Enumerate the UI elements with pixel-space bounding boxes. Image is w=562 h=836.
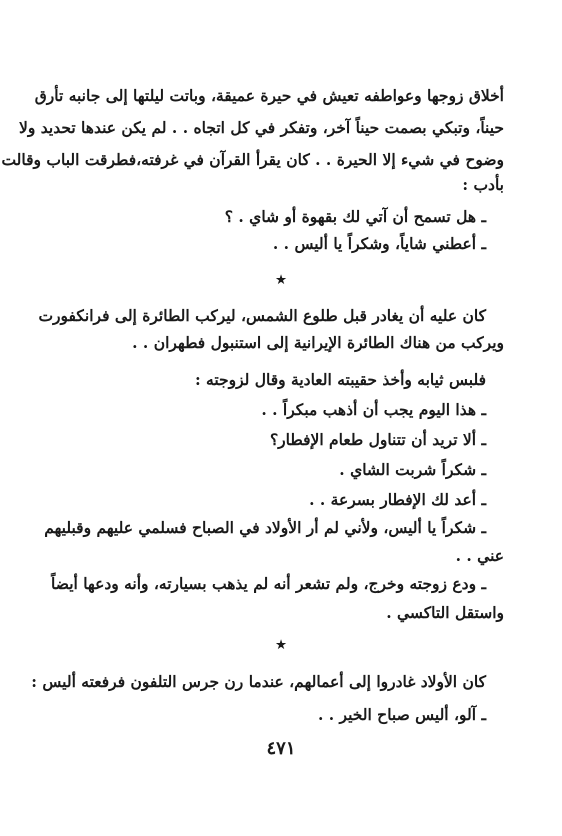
dialogue-1-line-2: ـ أعطني شاياً، وشكراً يا أليس . .: [272, 234, 486, 253]
paragraph-5-line-1: ـ ودع زوجته وخرج، ولم تشعر أنه لم يذهب بسيارته، وأنه ودعها أيضاً: [51, 574, 486, 593]
paragraph-5-line-2: واستقل التاكسي .: [386, 603, 504, 622]
dialogue-2-line-4: ـ أعد لك الإفطار بسرعة . .: [309, 490, 486, 509]
paragraph-3: فلبس ثيابه وأخذ حقيبته العادية وقال لزوجته :: [194, 370, 486, 389]
paragraph-4-line-1: ـ شكراً يا أليس، ولأني لم أر الأولاد في الصباح فسلمي عليهم وقبليهم: [44, 518, 486, 537]
paragraph-1-line-2: حيناً، وتبكي بصمت حيناً آخر، وتفكر في كل اتجاه . . لم يكن عندها تحديد ولا: [19, 118, 504, 137]
dialogue-2-line-1: ـ هذا اليوم يجب أن أذهب مبكراً . .: [261, 400, 486, 419]
dialogue-3-line-1: ـ آلو، أليس صباح الخير . .: [317, 705, 486, 724]
dialogue-1-line-1: ـ هل تسمح أن آتي لك بقهوة أو شاي . ؟: [224, 207, 486, 226]
paragraph-2-line-1: كان عليه أن يغادر قبل طلوع الشمس، ليركب الطائرة إلى فرانكفورت: [38, 306, 486, 325]
section-separator-1: ٭: [276, 269, 286, 290]
section-separator-2: ٭: [276, 634, 286, 655]
paragraph-2-line-2: ويركب من هناك الطائرة الإيرانية إلى استنبول فطهران . .: [132, 333, 504, 352]
dialogue-2-line-2: ـ ألا تريد أن تتناول طعام الإفطار؟: [269, 430, 486, 449]
page-number: ٤٧١: [266, 738, 296, 759]
paragraph-1-line-1: أخلاق زوجها وعواطفه تعيش في حيرة عميقة، وباتت ليلتها إلى جانبه تأرق: [34, 86, 504, 105]
paragraph-1-line-4: بأدب :: [462, 175, 504, 194]
paragraph-4-line-2: عني . .: [455, 546, 504, 565]
dialogue-2-line-3: ـ شكراً شربت الشاي .: [339, 460, 486, 479]
paragraph-6: كان الأولاد غادروا إلى أعمالهم، عندما رن جرس التلفون فرفعته أليس :: [31, 672, 486, 691]
paragraph-1-line-3: وضوح في شيء إلا الحيرة . . كان يقرأ القرآن في غرفته،فطرقت الباب وقالت: [1, 150, 504, 169]
